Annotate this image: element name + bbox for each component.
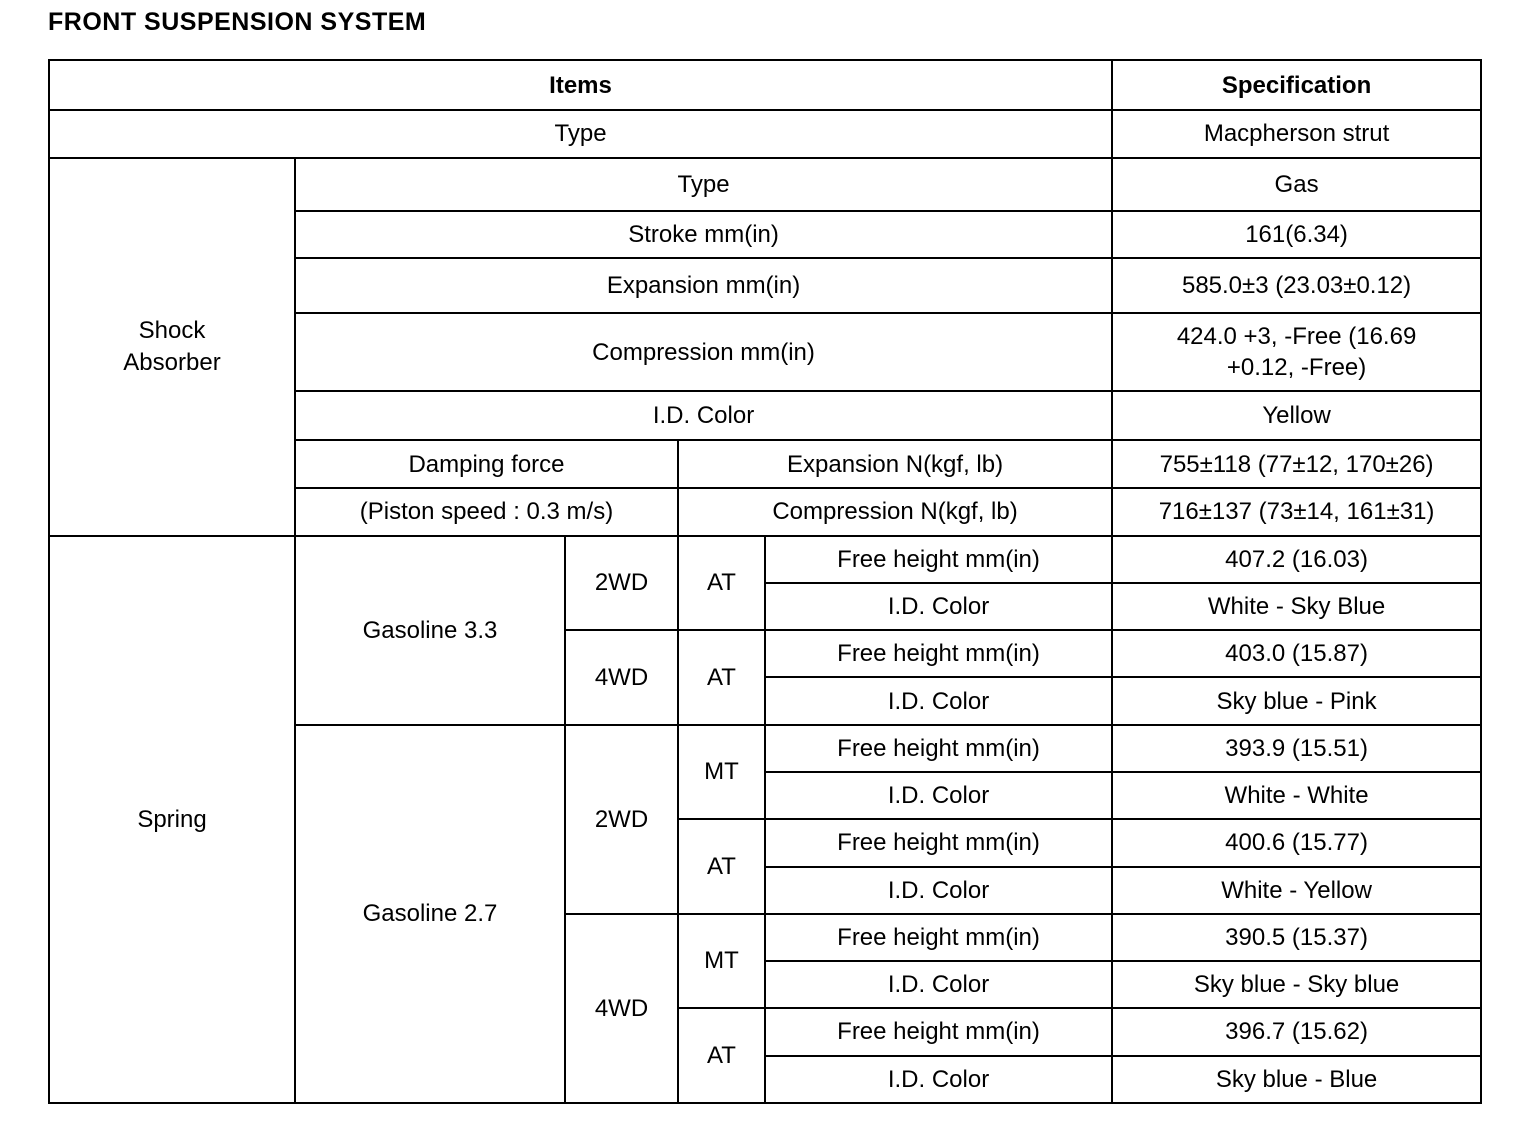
free-height-value: 407.2 (16.03) [1112,536,1481,583]
transmission-at: AT [678,819,765,914]
shock-id-color-label: I.D. Color [295,391,1112,440]
damping-condition-label: (Piston speed : 0.3 m/s) [295,488,678,535]
id-color-label: I.D. Color [765,1056,1112,1103]
free-height-value: 400.6 (15.77) [1112,819,1481,866]
table-row [49,110,1481,157]
damping-compression-label: Compression N(kgf, lb) [678,488,1112,535]
stroke-value: 161(6.34) [1112,211,1481,258]
free-height-label: Free height mm(in) [765,630,1112,677]
id-color-label: I.D. Color [765,961,1112,1008]
stroke-label: Stroke mm(in) [295,211,1112,258]
id-color-value: Sky blue - Pink [1112,677,1481,724]
shock-id-color-value: Yellow [1112,391,1481,440]
compression-label: Compression mm(in) [295,313,1112,390]
id-color-label: I.D. Color [765,772,1112,819]
id-color-value: White - Yellow [1112,867,1481,914]
free-height-label: Free height mm(in) [765,536,1112,583]
shock-type-value: Gas [1112,158,1481,211]
engine-gasoline-3-3: Gasoline 3.3 [295,536,565,725]
free-height-value: 393.9 (15.51) [1112,725,1481,772]
damping-force-label: Damping force [295,440,678,488]
drive-2wd: 2WD [565,725,678,914]
id-color-value: Sky blue - Blue [1112,1056,1481,1103]
page-title: FRONT SUSPENSION SYSTEM [48,8,427,36]
transmission-at: AT [678,630,765,725]
id-color-value: Sky blue - Sky blue [1112,961,1481,1008]
free-height-label: Free height mm(in) [765,1008,1112,1055]
header-row [49,60,1481,110]
drive-4wd: 4WD [565,630,678,725]
header-specification: Specification [1112,60,1481,110]
id-color-label: I.D. Color [765,867,1112,914]
transmission-mt: MT [678,914,765,1009]
free-height-value: 403.0 (15.87) [1112,630,1481,677]
expansion-value: 585.0±3 (23.03±0.12) [1112,258,1481,313]
damping-expansion-value: 755±118 (77±12, 170±26) [1112,440,1481,488]
compression-value [1112,313,1481,390]
type-value: Macpherson strut [1112,110,1481,157]
damping-compression-value: 716±137 (73±14, 161±31) [1112,488,1481,535]
transmission-at: AT [678,1008,765,1103]
free-height-label: Free height mm(in) [765,725,1112,772]
damping-expansion-label: Expansion N(kgf, lb) [678,440,1112,488]
shock-absorber-text: Shock Absorber [123,317,221,376]
shock-type-label: Type [295,158,1112,211]
shock-absorber-label [49,158,295,536]
drive-2wd: 2WD [565,536,678,631]
transmission-at: AT [678,536,765,631]
type-label: Type [49,110,1112,157]
spec-table [48,59,1482,1104]
drive-4wd: 4WD [565,914,678,1103]
free-height-label: Free height mm(in) [765,819,1112,866]
expansion-label: Expansion mm(in) [295,258,1112,313]
id-color-value: White - White [1112,772,1481,819]
compression-value-text: 424.0 +3, -Free (16.69 +0.12, -Free) [1176,322,1417,382]
table-row [49,536,1481,583]
transmission-mt: MT [678,725,765,820]
engine-gasoline-2-7: Gasoline 2.7 [295,725,565,1103]
free-height-label: Free height mm(in) [765,914,1112,961]
id-color-label: I.D. Color [765,677,1112,724]
free-height-value: 396.7 (15.62) [1112,1008,1481,1055]
id-color-value: White - Sky Blue [1112,583,1481,630]
table-row [49,158,1481,211]
free-height-value: 390.5 (15.37) [1112,914,1481,961]
spring-label: Spring [49,536,295,1103]
id-color-label: I.D. Color [765,583,1112,630]
header-items: Items [49,60,1112,110]
